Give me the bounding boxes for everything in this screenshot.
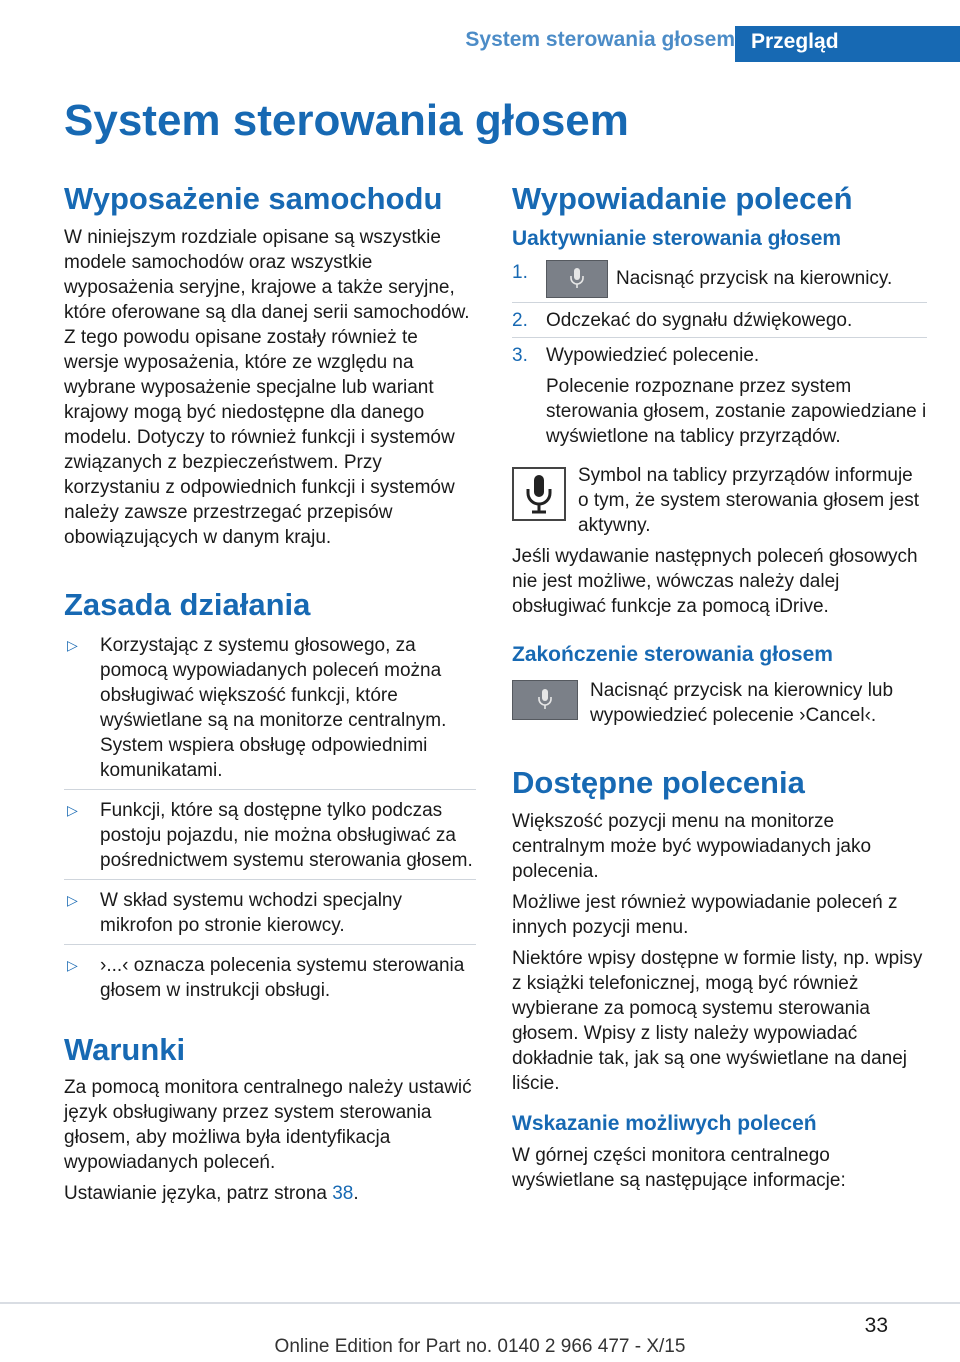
language-reference-end: .	[353, 1183, 359, 1205]
right-column	[512, 180, 927, 1199]
list-item-text: ›...‹ oznacza polecenia systemu sterowania głosem w instrukcji obsługi.	[100, 954, 465, 1001]
list-item	[64, 953, 476, 1009]
end-heading: Zakończenie sterowania głosem	[512, 643, 833, 667]
footer-divider	[0, 1302, 960, 1304]
available-heading: Dostępne polecenia	[512, 765, 805, 801]
end-text: Nacisnąć przycisk na kierownicy lub wypowiedzieć polecenie ›Cancel‹.	[590, 680, 894, 727]
triangle-right-icon: ▷	[67, 956, 78, 973]
step-number: 3.	[512, 345, 528, 367]
principle-list	[64, 633, 476, 1009]
step-number: 2.	[512, 310, 528, 332]
activation-steps	[512, 260, 927, 453]
microphone-symbol-icon	[512, 467, 566, 521]
end-note	[512, 678, 927, 728]
step-text: Nacisnąć przycisk na kierownicy.	[616, 268, 893, 290]
equipment-heading: Wyposażenie samochodu	[64, 181, 443, 216]
page-number: 33	[864, 1314, 888, 1337]
triangle-right-icon: ▷	[67, 891, 78, 908]
hint-heading: Wskazanie możliwych poleceń	[512, 1112, 817, 1136]
list-item	[64, 888, 476, 945]
header-section-title: System sterowania głosem	[465, 28, 735, 51]
language-reference-text: Ustawianie języka, patrz strona	[64, 1183, 333, 1205]
triangle-right-icon: ▷	[67, 636, 78, 653]
page-title: System sterowania głosem	[64, 96, 629, 145]
principle-heading: Zasada działania	[64, 586, 311, 622]
list-item	[64, 633, 476, 790]
commands-heading: Wypowiadanie poleceń	[512, 181, 853, 216]
step-text: Odczekać do sygnału dźwiękowego.	[546, 310, 853, 332]
hint-text: W górnej części monitora centralnego wyświetlane są następujące informacje:	[512, 1145, 846, 1192]
activate-heading: Uaktywnianie sterowania głosem	[512, 226, 842, 250]
microphone-button-icon	[546, 260, 608, 298]
conditions-heading: Warunki	[64, 1031, 186, 1067]
equipment-text: W niniejszym rozdziale opisane są wszystkie modele samochodów oraz wszystkie wyposażenia seryjne, krajowe a także seryjne, które oferowane są dla danej serii samochodów. Z tego powodu opisane zostały również te wersje wyposażenia, które ze względu na wybrane wyposażenie specjalne lub wariant krajowy mogą być niedostępne dla danego modelu. Dotyczy to również funkcji i systemów związanych z bezpieczeństwem. Przy korzystaniu z odpowiednich funkcji i systemów należy zawsze przestrzegać przepisów obowiązujących w danym kraju.	[64, 226, 470, 548]
list-item-text: W skład systemu wchodzi specjalny mikrofon po stronie kierowcy.	[100, 889, 402, 936]
available-text-3: Niektóre wpisy dostępne w formie listy, np. wpisy z książki telefonicznej, mogą być również wybierane za pomocą systemu sterowania głosem. Wpisy z listy należy wypowiadać dokładnie tak, jak są one wyświetlane na danej liście.	[512, 948, 923, 1095]
step-text: Wypowiedzieć polecenie.	[546, 345, 760, 367]
footer-edition: Online Edition for Part no. 0140 2 966 477 - X/15	[274, 1336, 686, 1357]
list-item-text: Funkcji, które są dostępne tylko podczas postoju pojazdu, nie można obsługiwać za pośrednictwem systemu sterowania głosem.	[100, 799, 473, 871]
step-detail: Polecenie rozpoznane przez system sterowania głosem, zostanie zapowiedziane i wyświetlone na tablicy przyrządów.	[546, 376, 927, 448]
further-text: Jeśli wydawanie następnych poleceń głosowych nie jest możliwe, wówczas należy dalej obsługiwać funkcje za pomocą iDrive.	[512, 546, 918, 618]
list-item-text: Korzystając z systemu głosowego, za pomocą wypowiadanych poleceń można obsługiwać większość funkcji, które wyświetlane są na monitorze centralnym. System wspiera obsługę odpowiednimi komunikatami.	[100, 634, 447, 781]
available-text-1: Większość pozycji menu na monitorze centralnym może być wypowiadanych jako polecenia.	[512, 811, 872, 883]
step-item	[512, 343, 927, 453]
symbol-text: Symbol na tablicy przyrządów informuje o tym, że system sterowania głosem jest aktywny.	[578, 465, 920, 537]
language-reference	[64, 1181, 476, 1206]
available-text-2: Możliwe jest również wypowiadanie poleceń z innych pozycji menu.	[512, 892, 898, 939]
page-link[interactable]: 38	[332, 1183, 354, 1205]
step-item	[512, 308, 927, 338]
list-item	[64, 798, 476, 880]
step-item	[512, 260, 927, 303]
page-header	[0, 0, 960, 62]
triangle-right-icon: ▷	[67, 801, 78, 818]
header-tab: Przegląd	[735, 26, 960, 62]
left-column	[64, 180, 476, 1212]
step-number: 1.	[512, 262, 528, 284]
microphone-button-icon	[512, 680, 578, 720]
conditions-text: Za pomocą monitora centralnego należy ustawić język obsługiwany przez system sterowania głosem, aby możliwa była identyfikacja wypowiadanych poleceń.	[64, 1077, 472, 1174]
symbol-note	[512, 463, 927, 538]
